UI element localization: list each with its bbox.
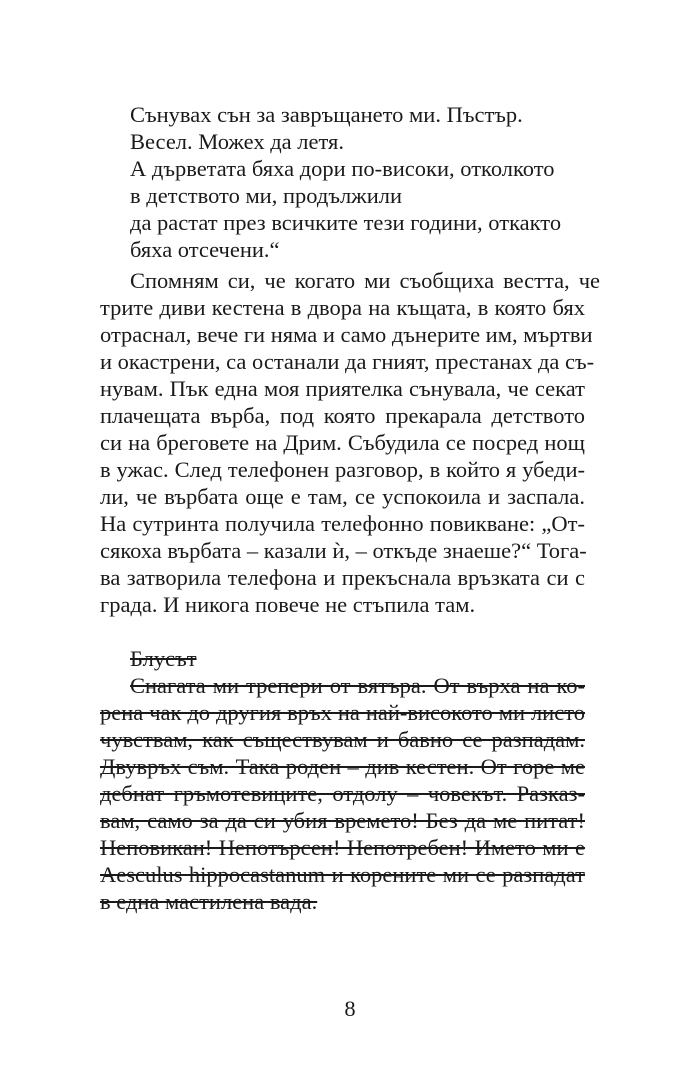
struck-line: рена чак до другия връх на най-високото ми листо (100, 700, 585, 725)
paragraph-line: ва затворила телефона и прекъснала връзката си с (100, 565, 585, 590)
poem-line: да растат през всичките тези години, откакто (130, 210, 562, 235)
paragraph-line: си на бреговете на Дрим. Събудила се посред нощ (100, 430, 585, 455)
page-number: 8 (344, 996, 356, 1021)
struck-line: Двувръх съм. Така роден – див кестен. От горе ме (100, 754, 585, 779)
poem-line: Весел. Можех да летя. (130, 129, 345, 154)
struck-line: чувствам, как съществувам и бавно се разпадам. (100, 727, 585, 752)
poem-line: в детството ми, продължили (130, 183, 403, 208)
paragraph-line: плачещата върба, под която прекарала детството (100, 403, 585, 428)
struck-section-title: Блусът (130, 646, 197, 671)
paragraph-line: в ужас. След телефонен разговор, в който я убеди- (100, 457, 585, 482)
struck-line: Неповикан! Непотърсен! Непотребен! Името ми е (100, 835, 585, 860)
poem-line: Сънувах сън за завръщането ми. Пъстър. (130, 102, 523, 127)
paragraph-line: ли, че върбата още е там, се успокоила и заспала. (100, 484, 585, 509)
paragraph-line: трите диви кестена в двора на къщата, в която бях (100, 295, 585, 320)
poem-line: бяха отсечени.“ (130, 237, 280, 262)
struck-line: в една мастилена вада. (100, 889, 318, 914)
struck-line: дебнат гръмотевиците, отдолу – човекът. Разказ- (100, 781, 585, 806)
paragraph-line: Спомням си, че когато ми съобщиха вестта, че (130, 268, 600, 293)
struck-line: Снагата ми трепери от вятъра. От върха на ко- (130, 673, 585, 698)
paragraph-line: отраснал, вече ги няма и само дънерите им, мъртви (100, 322, 593, 347)
paragraph-line: града. И никога повече не стъпила там. (100, 592, 476, 617)
struck-line: вам, само за да си убия времето! Без да ме питат! (100, 808, 585, 833)
paragraph-line: На сутринта получила телефонно повикване: „От- (100, 511, 585, 536)
paragraph-line: и окастрени, са останали да гният, престанах да съ- (100, 349, 595, 374)
paragraph-line: нувам. Пък една моя приятелка сънувала, че секат (100, 376, 585, 401)
struck-line: Aesculus hippocastanum и корените ми се разпадат (100, 862, 585, 887)
paragraph-line: сякоха върбата – казали ѝ, – откъде знаеше?“ Тога- (100, 538, 587, 563)
poem-line: А дърветата бяха дори по-високи, отколкото (130, 156, 555, 181)
